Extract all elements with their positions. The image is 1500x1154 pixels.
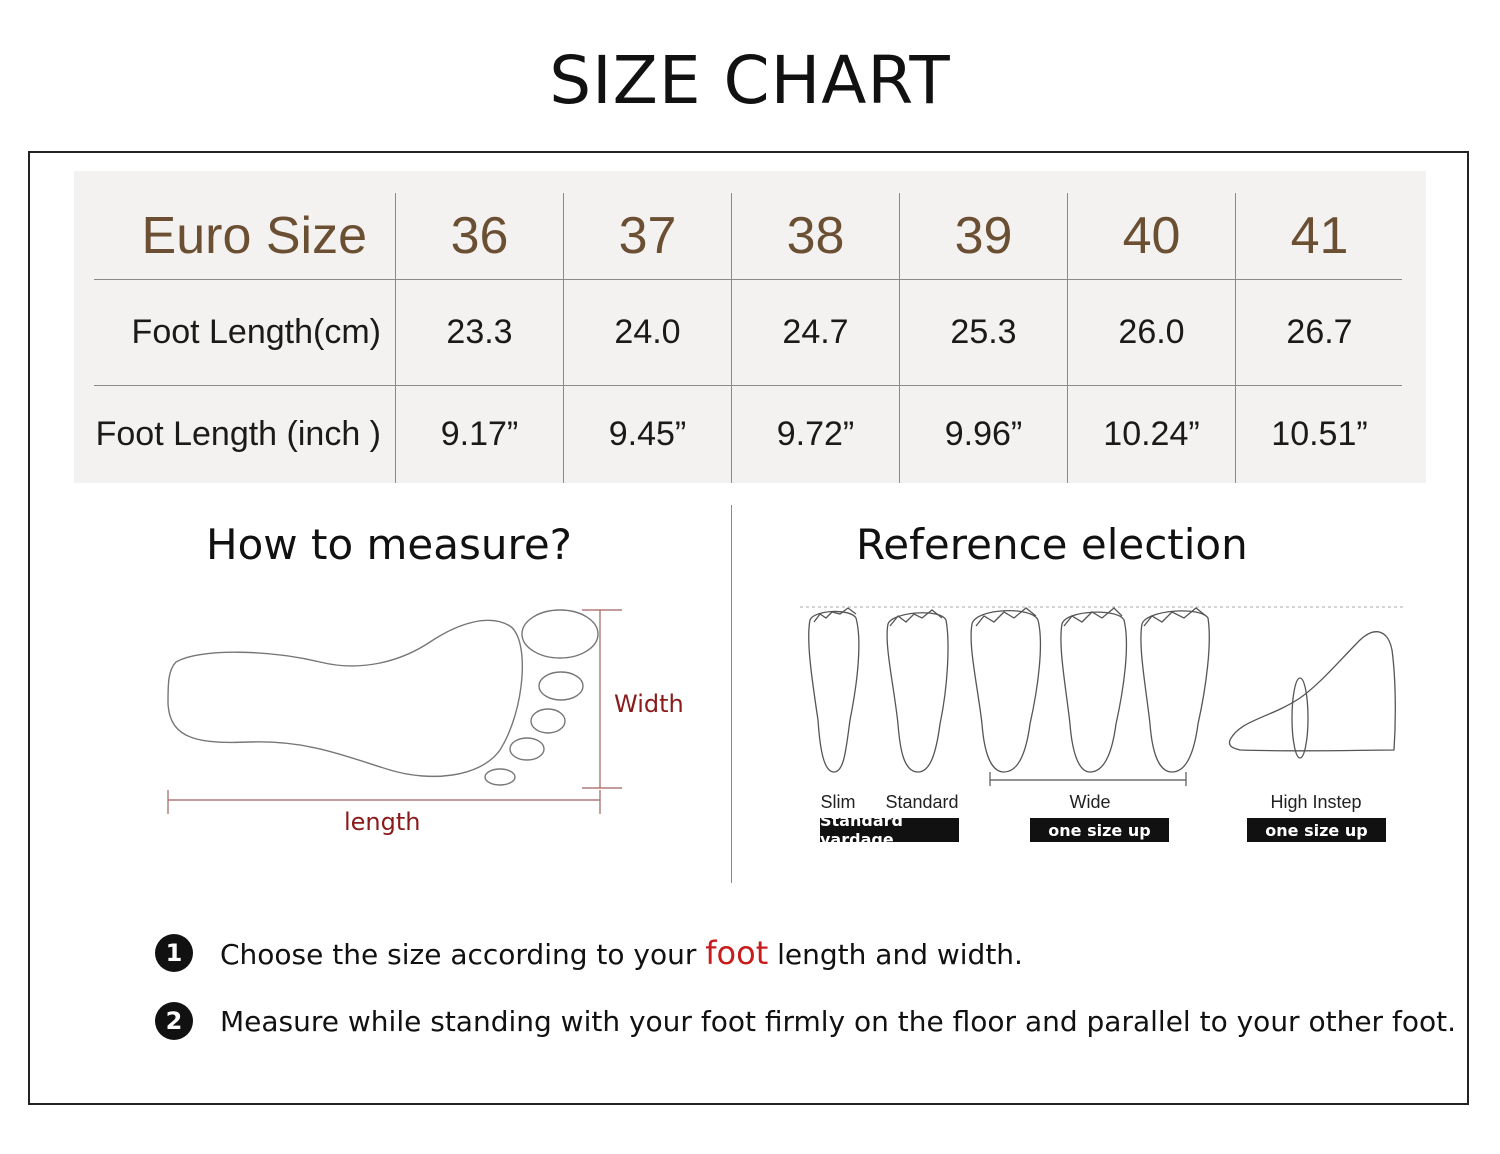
high-instep-foot-icon bbox=[1229, 632, 1395, 751]
inch-cell: 10.24” bbox=[1067, 385, 1235, 483]
big-toe-outline bbox=[522, 610, 598, 658]
size-cell: 41 bbox=[1235, 193, 1403, 279]
toe-outline bbox=[539, 672, 583, 700]
inch-cell: 9.45” bbox=[563, 385, 731, 483]
foot-length-cm-row bbox=[74, 279, 1426, 385]
foot-highlight: foot bbox=[705, 934, 769, 972]
standard-yardage-badge: Standard yardage bbox=[820, 818, 959, 842]
size-cell: 37 bbox=[563, 193, 731, 279]
cm-cell: 23.3 bbox=[395, 279, 563, 385]
size-cell: 36 bbox=[395, 193, 563, 279]
toe-outline bbox=[510, 738, 544, 760]
section-divider bbox=[731, 505, 732, 883]
size-table bbox=[74, 171, 1426, 483]
slim-caption: Slim bbox=[820, 792, 856, 812]
step-1-number-icon: 1 bbox=[155, 934, 193, 972]
step-2-number-icon: 2 bbox=[155, 1002, 193, 1040]
high-instep-caption: High Instep bbox=[1270, 792, 1362, 812]
cm-cell: 24.0 bbox=[563, 279, 731, 385]
inch-cell: 9.96” bbox=[899, 385, 1067, 483]
foot-outline-illustration bbox=[160, 600, 630, 820]
slim-foot-icon bbox=[809, 611, 859, 772]
cm-cell: 25.3 bbox=[899, 279, 1067, 385]
foot-length-inch-label: Foot Length (inch ) bbox=[95, 414, 381, 453]
sole-outline bbox=[168, 620, 522, 776]
cm-cell: 26.7 bbox=[1235, 279, 1403, 385]
instruction-step-2 bbox=[155, 1002, 1456, 1040]
high-instep-size-up-badge: one size up bbox=[1247, 818, 1386, 842]
cm-cell: 24.7 bbox=[731, 279, 899, 385]
inch-cell: 9.72” bbox=[731, 385, 899, 483]
standard-caption: Standard bbox=[885, 792, 959, 812]
step-1-text: Choose the size according to your foot length and width. bbox=[220, 934, 1023, 972]
size-cell: 38 bbox=[731, 193, 899, 279]
cm-cell: 26.0 bbox=[1067, 279, 1235, 385]
foot-types-illustration bbox=[800, 600, 1405, 790]
wide-foot-icon bbox=[1141, 611, 1209, 772]
length-label: length bbox=[344, 808, 421, 836]
instruction-step-1 bbox=[155, 934, 1023, 972]
page-title: SIZE CHART bbox=[549, 42, 951, 119]
step-2-text: Measure while standing with your foot firmly on the floor and parallel to your other foot. bbox=[220, 1004, 1456, 1038]
wide-foot-icon bbox=[971, 611, 1040, 772]
size-cell: 40 bbox=[1067, 193, 1235, 279]
toe-outline bbox=[531, 709, 565, 733]
inch-cell: 9.17” bbox=[395, 385, 563, 483]
toe-outline bbox=[485, 769, 515, 785]
foot-length-inch-row bbox=[74, 385, 1426, 483]
inch-cell: 10.51” bbox=[1235, 385, 1403, 483]
wide-caption: Wide bbox=[1069, 792, 1111, 812]
euro-size-row bbox=[74, 193, 1426, 279]
foot-length-cm-label: Foot Length(cm) bbox=[131, 312, 381, 351]
euro-size-label: Euro Size bbox=[141, 207, 367, 265]
width-label: Width bbox=[614, 690, 684, 718]
how-to-measure-title: How to measure? bbox=[206, 520, 572, 569]
wide-size-up-badge: one size up bbox=[1030, 818, 1169, 842]
standard-foot-icon bbox=[887, 613, 948, 772]
wide-foot-icon bbox=[1061, 612, 1127, 772]
reference-election-title: Reference election bbox=[856, 520, 1248, 569]
size-cell: 39 bbox=[899, 193, 1067, 279]
